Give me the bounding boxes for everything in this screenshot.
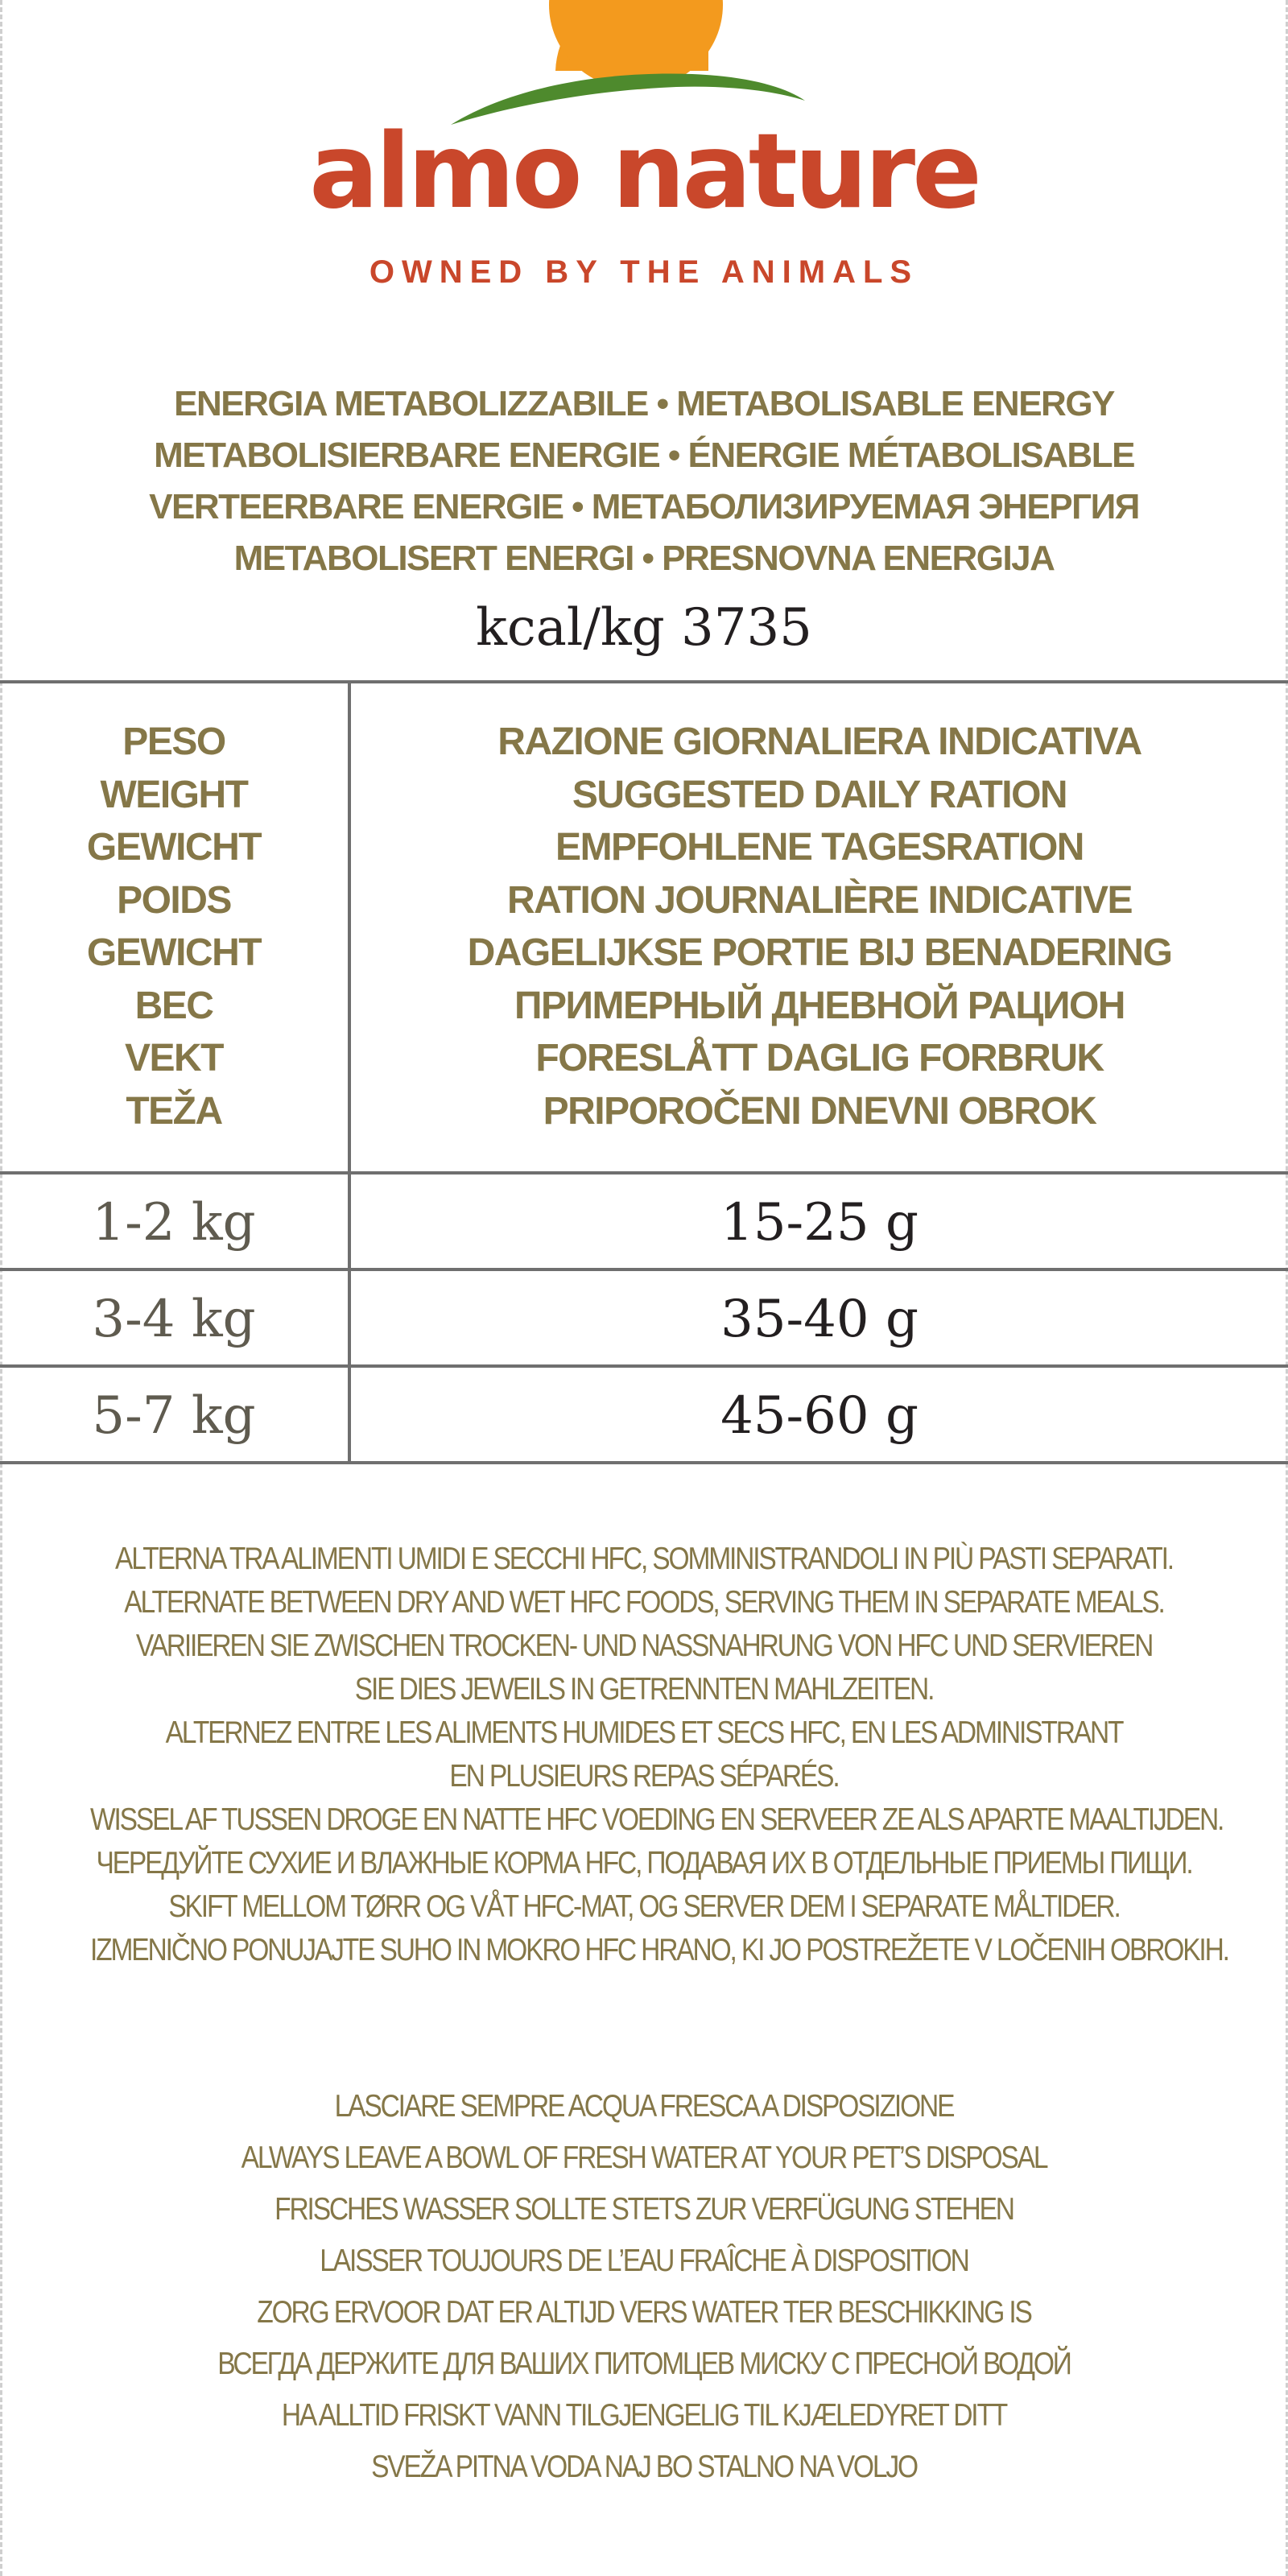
table-row [0, 1271, 1288, 1368]
note-line: LASCIARE SEMPRE ACQUA FRESCA A DISPOSIZIONE [334, 2089, 954, 2124]
weight-header-label: GEWICHT [86, 826, 262, 869]
brand-logo [0, 0, 1288, 290]
ration-header-label: DAGELIJKSE PORTIE BIJ BENADERING [467, 931, 1172, 974]
note-line: EN PLUSIEURS REPAS SÉPARÉS. [449, 1759, 839, 1794]
energy-line: METABOLISERT ENERGI • PRESNOVNA ENERGIJA [233, 539, 1055, 578]
note-line: VARIIEREN SIE ZWISCHEN TROCKEN- UND NASSNAHRUNG VON HFC UND SERVIEREN [135, 1629, 1153, 1663]
ration-header-label: ПРИМЕРНЫЙ ДНЕВНОЙ РАЦИОН [514, 984, 1125, 1027]
energy-line: VERTEERBARE ENERGIE • МЕТАБОЛИЗИРУЕМАЯ ЭНЕРГИЯ [149, 487, 1139, 526]
weight-header [0, 683, 351, 1171]
table-header-row [0, 683, 1288, 1174]
note-line: ВСЕГДА ДЕРЖИТЕ ДЛЯ ВАШИХ ПИТОМЦЕВ МИСКУ С ПРЕСНОЙ ВОДОЙ [217, 2347, 1071, 2381]
ration-header-label: RAZIONE GIORNALIERA INDICATIVA [497, 720, 1141, 763]
ration-header-label: EMPFOHLENE TAGESRATION [555, 826, 1084, 869]
ration-header-label: RATION JOURNALIÈRE INDICATIVE [506, 878, 1133, 922]
alternate-feeding-note [90, 1538, 1228, 1972]
ration-header-label: SUGGESTED DAILY RATION [572, 773, 1067, 816]
brand-tagline: OWNED BY THE ANIMALS [369, 254, 919, 290]
ration-cell: 35-40 g [720, 1290, 919, 1349]
weight-header-label: WEIGHT [100, 773, 248, 816]
ration-cell: 45-60 g [720, 1386, 919, 1446]
note-line: SKIFT MELLOM TØRR OG VÅT HFC-MAT, OG SERVER DEM I SEPARATE MÅLTIDER. [168, 1889, 1120, 1924]
note-line: IZMENIČNO PONUJAJTE SUHO IN MOKRO HFC HRANO, KI JO POSTREŽETE V LOČENIH OBROKIH. [90, 1933, 1228, 1967]
note-line: ALTERNEZ ENTRE LES ALIMENTS HUMIDES ET SECS HFC, EN LES ADMINISTRANT [165, 1715, 1123, 1750]
ration-header-label: PRIPOROČENI DNEVNI OBROK [543, 1089, 1096, 1133]
note-line: FRISCHES WASSER SOLLTE STETS ZUR VERFÜGUNG STEHEN [275, 2192, 1013, 2227]
fresh-water-note [90, 2081, 1198, 2493]
brand-name: almo nature [309, 112, 979, 232]
note-line: ZORG ERVOOR DAT ER ALTIJD VERS WATER TER BESCHIKKING IS [257, 2295, 1031, 2330]
ration-cell: 15-25 g [720, 1193, 919, 1253]
note-line: LAISSER TOUJOURS DE L’EAU FRAÎCHE À DISPOSITION [320, 2244, 968, 2278]
table-row [0, 1368, 1288, 1464]
sun-hill-icon [0, 0, 1288, 129]
energy-heading [0, 378, 1288, 584]
ration-header-label: FORESLÅTT DAGLIG FORBRUK [535, 1037, 1104, 1080]
note-line: WISSEL AF TUSSEN DROGE EN NATTE HFC VOEDING EN SERVEER ZE ALS APARTE MAALTIJDEN. [90, 1802, 1224, 1837]
note-line: SIE DIES JEWEILS IN GETRENNTEN MAHLZEITEN. [354, 1672, 934, 1707]
weight-header-label: GEWICHT [86, 931, 262, 974]
energy-line: METABOLISIERBARE ENERGIE • ÉNERGIE MÉTABOLISABLE [154, 436, 1134, 475]
weight-header-label: PESO [122, 720, 225, 763]
ration-header [351, 683, 1288, 1171]
note-line: ALWAYS LEAVE A BOWL OF FRESH WATER AT YOUR PET’S DISPOSAL [241, 2140, 1047, 2175]
energy-value: kcal/kg 3735 [476, 598, 812, 658]
note-line: ALTERNATE BETWEEN DRY AND WET HFC FOODS, SERVING THEM IN SEPARATE MEALS. [124, 1585, 1164, 1620]
weight-cell: 3-4 kg [0, 1271, 351, 1364]
energy-line: ENERGIA METABOLIZZABILE • METABOLISABLE ENERGY [174, 384, 1114, 423]
note-line: SVEŽA PITNA VODA NAJ BO STALNO NA VOLJO [371, 2450, 917, 2484]
weight-header-label: VEKT [124, 1037, 223, 1080]
weight-header-label: TEŽA [126, 1089, 222, 1133]
weight-cell: 5-7 kg [0, 1368, 351, 1461]
note-line: ALTERNA TRA ALIMENTI UMIDI E SECCHI HFC, SOMMINISTRANDOLI IN PIÙ PASTI SEPARATI. [115, 1542, 1173, 1576]
weight-header-label: ВЕС [134, 984, 213, 1027]
note-line: ЧЕРЕДУЙТЕ СУХИЕ И ВЛАЖНЫЕ КОРМА HFC, ПОДАВАЯ ИХ В ОТДЕЛЬНЫЕ ПРИЕМЫ ПИЩИ. [96, 1846, 1192, 1880]
weight-header-label: POIDS [117, 878, 231, 922]
feeding-table [0, 680, 1288, 1464]
weight-cell: 1-2 kg [0, 1174, 351, 1268]
note-line: HA ALLTID FRISKT VANN TILGJENGELIG TIL KJÆLEDYRET DITT [281, 2398, 1007, 2433]
table-row [0, 1174, 1288, 1271]
